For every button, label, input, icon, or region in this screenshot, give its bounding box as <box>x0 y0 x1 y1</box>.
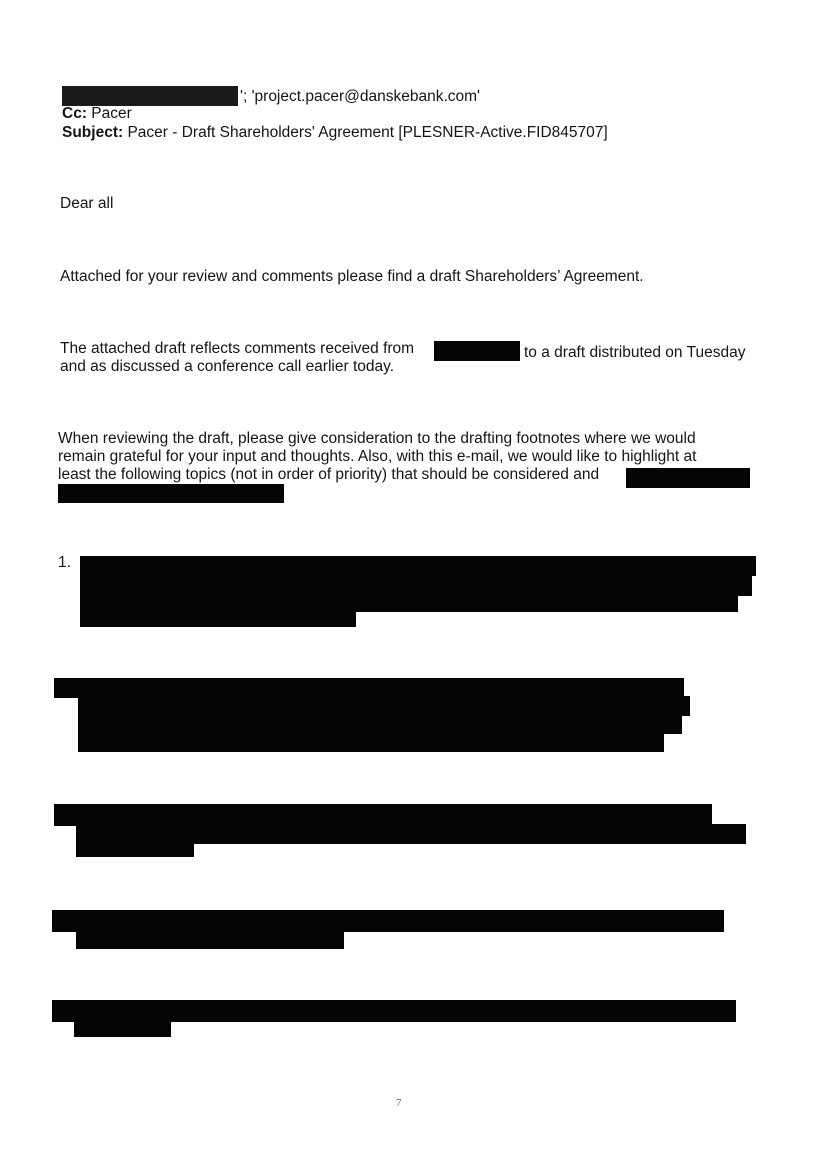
redacted-block-2-line-4 <box>78 732 664 752</box>
redacted-text-line-4 <box>58 484 284 503</box>
cc-line <box>62 105 132 123</box>
redacted-block-4-line-1 <box>52 910 724 932</box>
redacted-list-item-1-line-1 <box>80 556 756 576</box>
subject-line <box>62 124 608 142</box>
redacted-text-line-3-end <box>626 468 750 488</box>
paragraph-review-line-3: least the following topics (not in order of priority) that should be considered and <box>58 466 600 483</box>
paragraph-review-line-1: When reviewing the draft, please give consideration to the drafting footnotes where we would <box>58 430 696 447</box>
subject-label: Subject: <box>62 124 124 141</box>
cc-value: Pacer <box>91 105 132 122</box>
to-recipients-suffix: '; 'project.pacer@danskebank.com' <box>240 88 481 105</box>
redacted-block-2-line-1 <box>54 678 684 698</box>
cc-label: Cc: <box>62 105 87 122</box>
paragraph-comments-line-1-start: The attached draft reflects comments received from <box>60 340 415 357</box>
page-number: 7 <box>396 1097 402 1109</box>
redacted-block-3-line-3 <box>76 840 194 857</box>
list-number-1: 1. <box>58 554 71 571</box>
paragraph-attached: Attached for your review and comments please find a draft Shareholders’ Agreement. <box>60 268 644 285</box>
redacted-block-2-line-3 <box>78 714 682 734</box>
subject-value: Pacer - Draft Shareholders' Agreement [PLESNER-Active.FID845707] <box>127 124 608 141</box>
paragraph-comments-line-1-end: to a draft distributed on Tuesday <box>524 344 746 361</box>
redacted-block-2-line-2 <box>78 696 690 716</box>
redacted-party-name <box>434 341 520 361</box>
paragraph-review-line-2: remain grateful for your input and thoughts. Also, with this e-mail, we would like to highlight at <box>58 448 697 465</box>
redacted-block-4-line-2 <box>76 930 344 949</box>
redacted-list-item-1-line-4 <box>80 610 356 627</box>
redacted-block-5-line-2 <box>74 1018 171 1037</box>
greeting: Dear all <box>60 195 114 212</box>
redacted-list-item-1-line-2 <box>80 576 752 596</box>
redacted-block-3-line-1 <box>54 804 712 826</box>
redacted-recipient <box>62 86 238 106</box>
paragraph-comments-line-2: and as discussed a conference call earlier today. <box>60 358 395 375</box>
